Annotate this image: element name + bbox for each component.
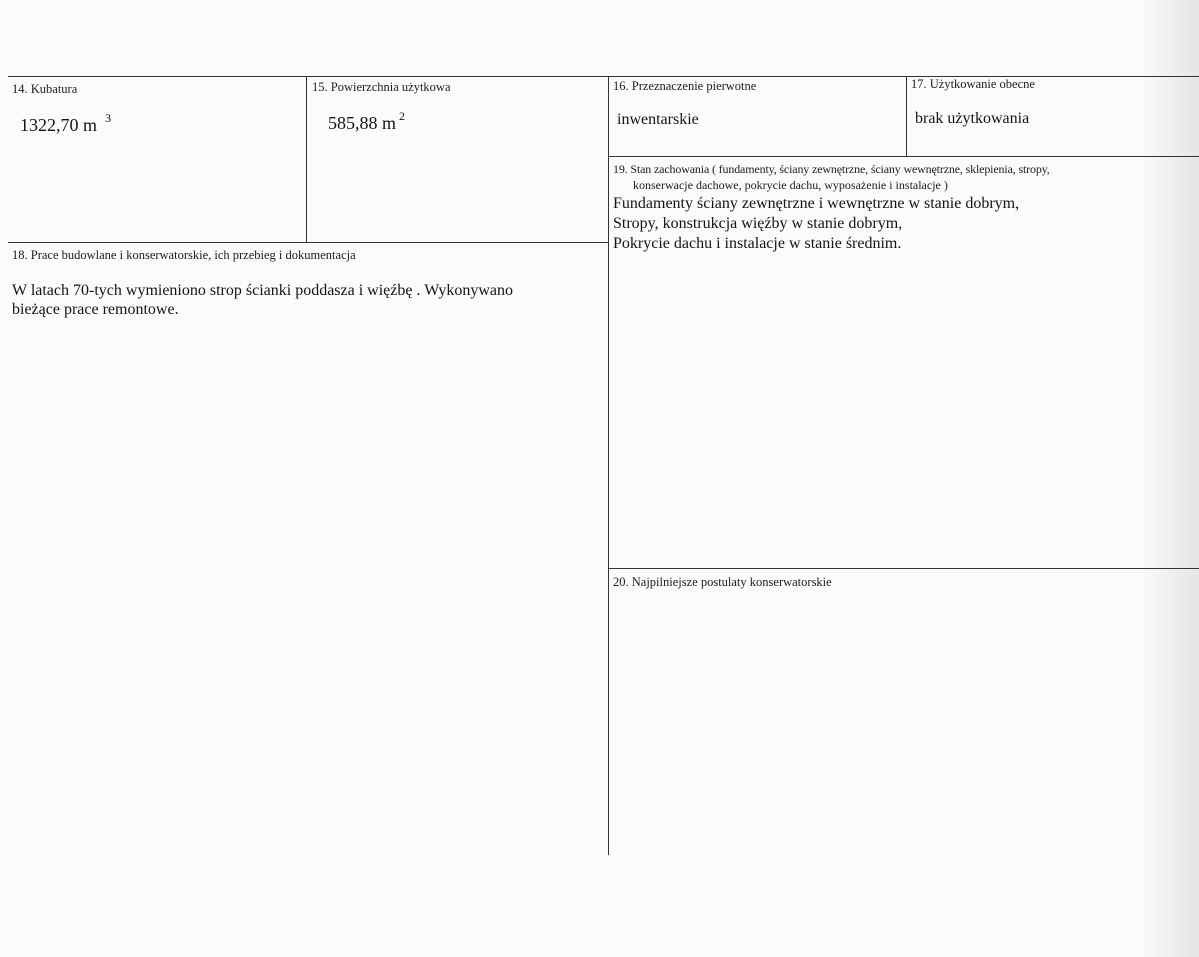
field-19-label-line-2: konserwacje dachowe, pokrycie dachu, wyposażenie i instalacje ) xyxy=(633,178,948,192)
field-14-number: 1322,70 m xyxy=(20,115,98,135)
form-divider-after-field-16 xyxy=(906,77,907,157)
field-19-label-line-1: 19. Stan zachowania ( fundamenty, ściany zewnętrzne, ściany wewnętrzne, sklepienia, stropy, xyxy=(613,162,1050,176)
field-14-value xyxy=(20,111,112,135)
field-18-line-2: bieżące prace remontowe. xyxy=(12,301,179,318)
page-edge-shadow xyxy=(1139,0,1199,957)
field-17-value: brak użytkowania xyxy=(915,110,1030,127)
field-18-line-1: W latach 70-tych wymieniono strop ścianki poddasza i więźbę . Wykonywano xyxy=(12,282,513,299)
field-16-label: 16. Przeznaczenie pierwotne xyxy=(613,79,757,93)
field-19-line-3: Pokrycie dachu i instalacje w stanie średnim. xyxy=(613,235,902,252)
field-15-label: 15. Powierzchnia użytkowa xyxy=(312,80,451,94)
field-16-value: inwentarskie xyxy=(617,111,699,128)
form-divider-after-field-14 xyxy=(306,77,307,242)
field-18-label: 18. Prace budowlane i konserwatorskie, ich przebieg i dokumentacja xyxy=(12,248,356,262)
field-20-label: 20. Najpilniejsze postulaty konserwatorskie xyxy=(613,575,832,589)
field-14-exponent: 3 xyxy=(105,111,112,125)
form-rule-above-field-20 xyxy=(609,568,1199,569)
field-19-line-2: Stropy, konstrukcja więźby w stanie dobrym, xyxy=(613,215,903,232)
field-14-label: 14. Kubatura xyxy=(12,82,78,96)
field-19-line-1: Fundamenty ściany zewnętrzne i wewnętrzne w stanie dobrym, xyxy=(613,195,1020,212)
form-center-divider xyxy=(608,77,609,855)
field-15-value xyxy=(328,109,406,133)
form-rule-above-field-19 xyxy=(609,156,1199,157)
field-17-label: 17. Użytkowanie obecne xyxy=(911,77,1035,91)
form-rule-above-field-18 xyxy=(8,242,608,243)
field-15-number: 585,88 m xyxy=(328,113,397,133)
field-15-exponent: 2 xyxy=(399,109,406,123)
